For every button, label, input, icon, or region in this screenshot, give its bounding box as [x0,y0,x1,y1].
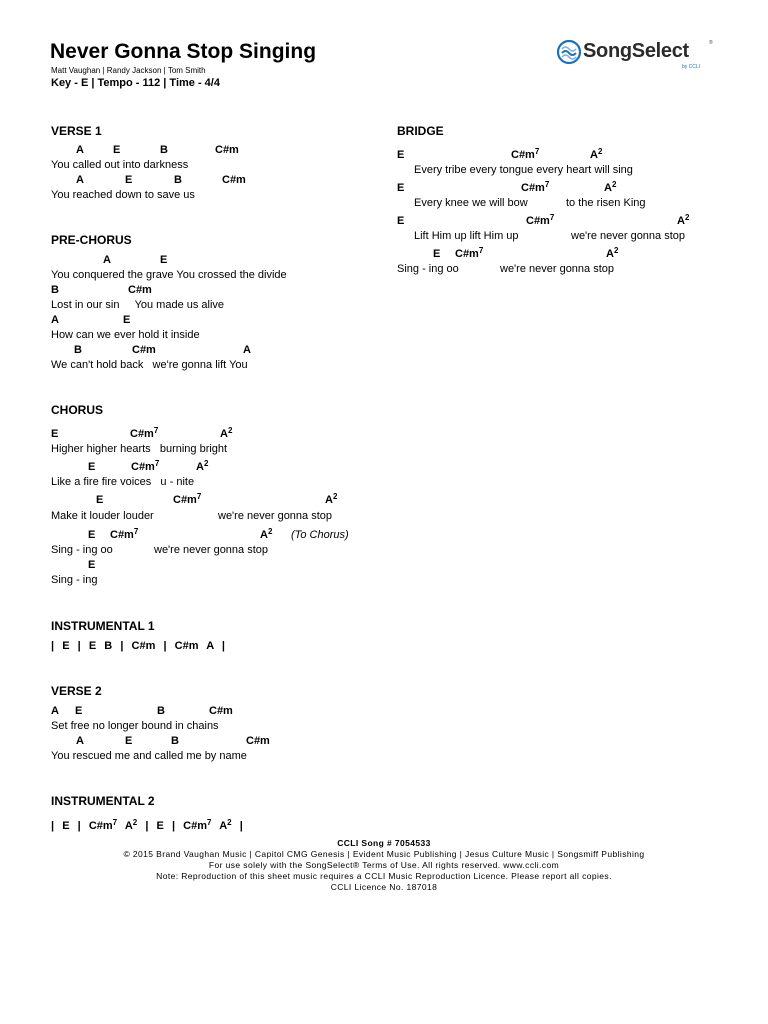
chord: A [243,344,251,356]
chord: B [51,284,59,296]
lyric-line: Set free no longer bound in chains [51,720,219,732]
chord: C#m [132,344,156,356]
chord: A [76,735,84,747]
songselect-logo [557,38,717,74]
chord: C#m [246,735,270,747]
chord: A [103,254,111,266]
chord: E [96,494,104,506]
chord: E [88,559,96,571]
chord: $C\#m^7$ [511,147,540,161]
lyric-line: You called out into darkness [51,159,189,171]
section-title-instrumental-1: INSTRUMENTAL 1 [51,619,155,633]
chord: E [397,215,405,227]
logo-byline: by CCLI [682,64,701,70]
lyric-line: Like a fire fire voices u - nite [51,476,195,488]
copyright-line: © 2015 Brand Vaughan Music | Capitol CMG Genesis | Evident Music Publishing | Jesus Culture Music | Songsmiff Publishing [123,849,645,859]
chord: E [123,314,131,326]
chord: $A^2$ [325,492,338,506]
lyric-line: we're never gonna stop [154,544,269,556]
chord: $C\#m^7$ [526,213,555,227]
chord: $C\#m^7$ [130,426,159,440]
instrumental-chord-line: | E | E B | C#m | C#m A | [51,640,225,652]
chord: E [160,254,168,266]
lyric-line: Every knee we will bow [414,197,528,209]
terms-line: For use solely with the SongSelect® Terms of Use. All rights reserved. www.ccli.com [208,860,560,870]
chord: C#m [215,144,239,156]
chord: E [88,461,96,473]
chord: $C\#m^7$ [521,180,550,194]
lyric-line: Lost in our sin You made us alive [51,299,225,311]
chord: B [171,735,179,747]
chord: A [76,144,84,156]
section-title-instrumental-2: INSTRUMENTAL 2 [51,794,155,808]
chord: E [88,529,96,541]
chord: A [51,314,59,326]
chord: E [125,735,133,747]
reproduction-note: Note: Reproduction of this sheet music requires a CCLI Music Reproduction Licence. Please report all copies. [156,871,612,881]
chord: $A^2$ [196,459,209,473]
chord: B [160,144,168,156]
chord: E [397,182,405,194]
chord: $C\#m^7$ [110,527,139,541]
song-title: Never Gonna Stop Singing [50,40,317,63]
lyric-line: How can we ever hold it inside [51,329,200,341]
repeat-note: (To Chorus) [291,529,349,541]
chord: A [51,705,59,717]
section-title-chorus: CHORUS [51,403,104,417]
lyric-line: Every tribe every tongue every heart will sing [414,164,633,176]
chord: E [125,174,133,186]
chord: $A^2$ [606,246,619,260]
logo-wordmark: SongSelect [583,40,689,62]
section-title-pre-chorus: PRE-CHORUS [51,233,132,247]
chord: E [51,428,59,440]
chord: B [74,344,82,356]
lyric-line: Higher higher hearts burning bright [51,443,228,455]
chord: $C\#m^7$ [131,459,160,473]
chord: E [113,144,121,156]
lyric-line: we're never gonna stop [571,230,686,242]
chord: E [397,149,405,161]
ccli-song-number: CCLI Song # 7054533 [337,838,431,848]
chord: $A^2$ [677,213,690,227]
chord: C#m [222,174,246,186]
footer [0,838,768,893]
section-title-bridge: BRIDGE [397,124,444,138]
lyric-line: You conquered the grave You crossed the divide [51,269,287,281]
section-title-verse-1: VERSE 1 [51,124,102,138]
song-authors: Matt Vaughan | Randy Jackson | Tom Smith [51,66,206,75]
songselect-mark-icon [557,40,581,64]
chord: C#m [209,705,233,717]
chord: E [433,248,441,260]
lyric-line: Sing - ing [51,574,98,586]
chord: $C\#m^7$ [173,492,202,506]
lyric-line: You reached down to save us [51,189,195,201]
instrumental-chord-line: | E | $C\#m^7$ $A^2$ | E | $C\#m^7$ $A^2$ | [51,818,243,832]
chord: $A^2$ [604,180,617,194]
chord: $C\#m^7$ [455,246,484,260]
lyric-line: Sing - ing oo [51,544,113,556]
lyric-line: Make it louder louder [51,510,154,522]
lyric-line: to the risen King [566,197,646,209]
section-title-verse-2: VERSE 2 [51,684,102,698]
chord: B [157,705,165,717]
logo-trademark: ® [709,40,713,46]
lyric-line: Lift Him up lift Him up [414,230,519,242]
lyric-line: we're never gonna stop [500,263,615,275]
chord: E [75,705,83,717]
chord: A [76,174,84,186]
chord: C#m [128,284,152,296]
chord: $A^2$ [260,527,273,541]
song-meta: Key - E | Tempo - 112 | Time - 4/4 [51,77,220,89]
lyric-line: we're never gonna stop [218,510,333,522]
lyric-line: You rescued me and called me by name [51,750,247,762]
lyric-line: Sing - ing oo [397,263,459,275]
chord: B [174,174,182,186]
chord: $A^2$ [590,147,603,161]
ccli-licence: CCLI Licence No. 187018 [330,882,438,892]
lyric-line: We can't hold back we're gonna lift You [51,359,248,371]
chord: $A^2$ [220,426,233,440]
